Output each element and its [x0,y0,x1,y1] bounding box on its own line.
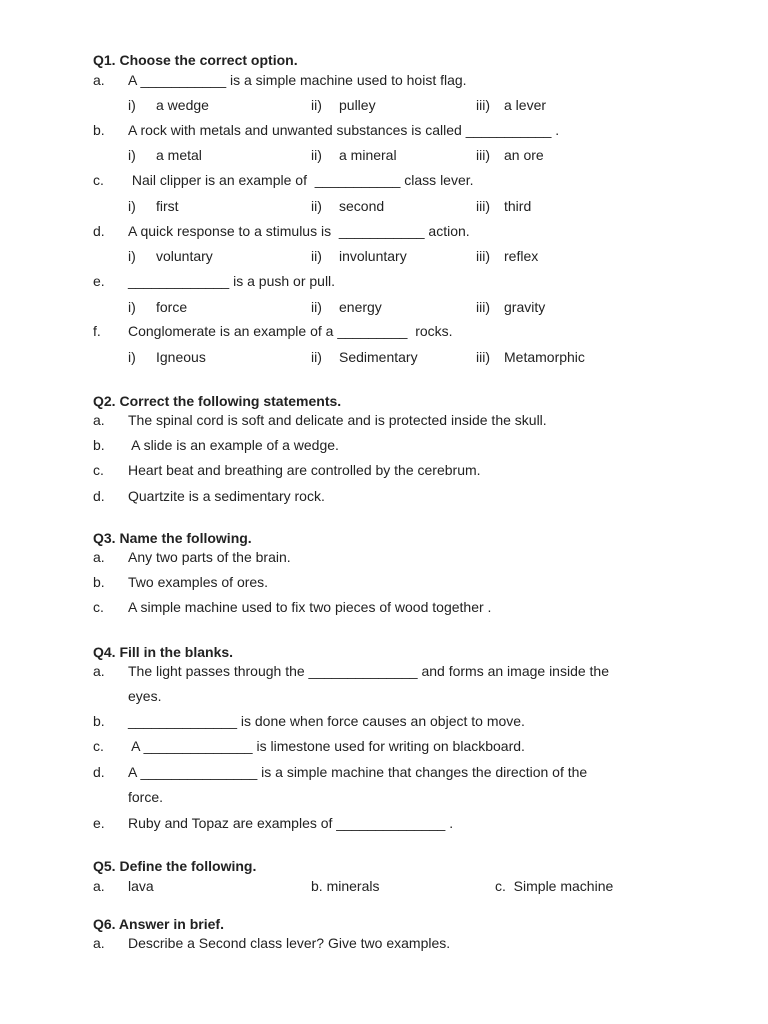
item-text: Heart beat and breathing are controlled by the cerebrum. [128,462,481,478]
item-text: Conglomerate is an example of a _________ rocks. [128,323,453,339]
option-text: first [156,198,179,214]
q5-heading: Q5. Define the following. [93,858,257,874]
item-label: a. [93,878,105,894]
option-text: energy [339,299,382,315]
item-text: A rock with metals and unwanted substances is called ___________ . [128,122,560,138]
item-label: d. [93,488,105,504]
item-label: b. [93,713,105,729]
item-label: d. [93,764,105,780]
item-label: a. [93,663,105,679]
item-text: A slide is an example of a wedge. [128,437,339,453]
item-label: a. [93,72,105,88]
option-text: a metal [156,147,202,163]
item-label: e. [93,815,105,831]
item-label: b. [93,437,105,453]
item-label: a. [93,412,105,428]
option-text: gravity [504,299,546,315]
option-number: ii) [311,248,322,264]
item-label: f. [93,323,101,339]
q1-heading: Q1. Choose the correct option. [93,52,298,68]
item-text: Describe a Second class lever? Give two examples. [128,935,451,951]
item-text: A ______________ is limestone used for writing on blackboard. [128,738,525,754]
item-label: c. [93,462,104,478]
option-number: i) [128,147,136,163]
item-text-continued: eyes. [128,688,162,704]
item-text: A simple machine used to fix two pieces of wood together . [128,599,492,615]
item-text-continued: force. [128,789,164,805]
item-text: ______________ is done when force causes an object to move. [128,713,525,729]
option-text: Igneous [156,349,206,365]
option-text: a wedge [156,97,209,113]
item-text: Any two parts of the brain. [128,549,291,565]
option-number: i) [128,248,136,264]
q6-heading: Q6. Answer in brief. [93,916,224,932]
q4-heading: Q4. Fill in the blanks. [93,644,234,660]
item-text: The light passes through the ______________ and forms an image inside the [128,663,610,679]
item-text: A _______________ is a simple machine that changes the direction of the [128,764,588,780]
item-text: A ___________ is a simple machine used to hoist flag. [128,72,467,88]
option-number: iii) [476,349,490,365]
item-label: a. [93,935,105,951]
option-number: i) [128,299,136,315]
item-text: Nail clipper is an example of ___________ class lever. [128,172,474,188]
option-number: i) [128,349,136,365]
q3-heading: Q3. Name the following. [93,530,252,546]
option-number: ii) [311,349,322,365]
item-text: A quick response to a stimulus is ___________ action. [128,223,470,239]
option-number: iii) [476,198,490,214]
term-simple-machine: c. Simple machine [495,878,614,894]
option-text: reflex [504,248,539,264]
option-number: i) [128,97,136,113]
item-label: e. [93,273,105,289]
option-number: iii) [476,147,490,163]
option-text: pulley [339,97,376,113]
option-number: iii) [476,299,490,315]
item-label: b. [93,122,105,138]
option-number: ii) [311,147,322,163]
option-number: ii) [311,299,322,315]
term-lava: lava [128,878,154,894]
option-number: iii) [476,248,490,264]
option-number: ii) [311,198,322,214]
option-text: force [156,299,188,315]
item-label: a. [93,549,105,565]
option-text: involuntary [339,248,407,264]
term-minerals: b. minerals [311,878,380,894]
option-text: Metamorphic [504,349,585,365]
option-number: ii) [311,97,322,113]
item-text: The spinal cord is soft and delicate and is protected inside the skull. [128,412,547,428]
item-label: b. [93,574,105,590]
option-text: Sedimentary [339,349,418,365]
q2-heading: Q2. Correct the following statements. [93,393,342,409]
option-text: a lever [504,97,547,113]
option-text: third [504,198,532,214]
item-text: Quartzite is a sedimentary rock. [128,488,325,504]
option-text: an ore [504,147,544,163]
item-label: c. [93,599,104,615]
option-number: iii) [476,97,490,113]
item-text: _____________ is a push or pull. [128,273,336,289]
item-label: d. [93,223,105,239]
item-text: Two examples of ores. [128,574,269,590]
item-label: c. [93,172,104,188]
option-text: a mineral [339,147,397,163]
item-label: c. [93,738,104,754]
option-number: i) [128,198,136,214]
item-text: Ruby and Topaz are examples of ______________ . [128,815,454,831]
option-text: voluntary [156,248,213,264]
option-text: second [339,198,385,214]
